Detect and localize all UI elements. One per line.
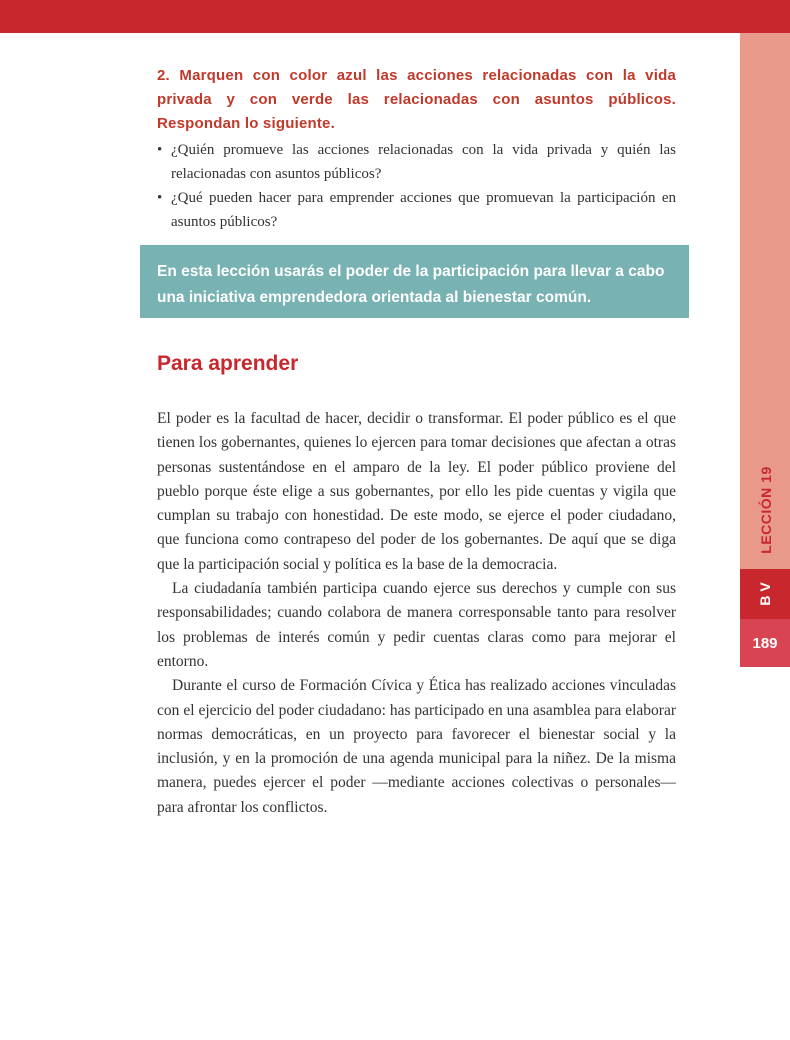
block-badge — [740, 569, 790, 619]
block-badge-text: B V — [757, 582, 773, 606]
section-title: Para aprender — [157, 352, 299, 375]
lesson-label — [748, 460, 784, 560]
question-list — [157, 138, 676, 234]
body-paragraph: Durante el curso de Formación Cívica y Ética has realizado acciones vinculadas con el ejercicio del poder ciudadano: has participado en una asamblea para elaborar normas democráticas, en un proyecto para favorecer el bienestar social y la inclusión, y en la promoción de una agenda municipal para la niñez. De la misma manera, puedes ejercer el poder —mediante acciones colectivas o personales— para afrontar los conflictos. — [157, 677, 676, 816]
body-paragraph: La ciudadanía también participa cuando ejerce sus derechos y cumple con sus responsabilidades; cuando colabora de manera corresponsable tanto para resolver los problemas de interés común y pedir cuentas claras como para mejorar el entorno. — [157, 580, 676, 670]
activity-section — [157, 64, 676, 234]
activity-heading: 2. Marquen con color azul las acciones relacionadas con la vida privada y con verde las relacionadas con asuntos públicos. Respondan lo siguiente. — [157, 67, 676, 132]
top-color-band — [0, 0, 790, 33]
question-item: • ¿Qué pueden hacer para emprender acciones que promuevan la participación en asuntos públicos? — [157, 186, 676, 234]
body-text — [157, 407, 676, 820]
lesson-goal-callout: En esta lección usarás el poder de la participación para llevar a cabo una iniciativa emprendedora orientada al bienestar común. — [140, 245, 689, 318]
body-paragraph: El poder es la facultad de hacer, decidir o transformar. El poder público es el que tienen los gobernantes, quienes lo ejercen para tomar decisiones que afectan a otras personas sustentándose en el amparo de la ley. El poder público proviene del pueblo porque éste elige a sus gobernantes, por ello les pide cuentas y vigila que cumplan su trabajo con honestidad. De este modo, se ejerce el poder ciudadano, que funciona como contrapeso del poder de los gobernantes. De aquí que se diga que la participación social y política es la base de la democracia. — [157, 410, 676, 573]
question-item: • ¿Quién promueve las acciones relacionadas con la vida privada y quién las relacionadas con asuntos públicos? — [157, 138, 676, 186]
page-number: 189 — [740, 619, 790, 667]
lesson-label-text: LECCIÓN 19 — [758, 466, 774, 554]
